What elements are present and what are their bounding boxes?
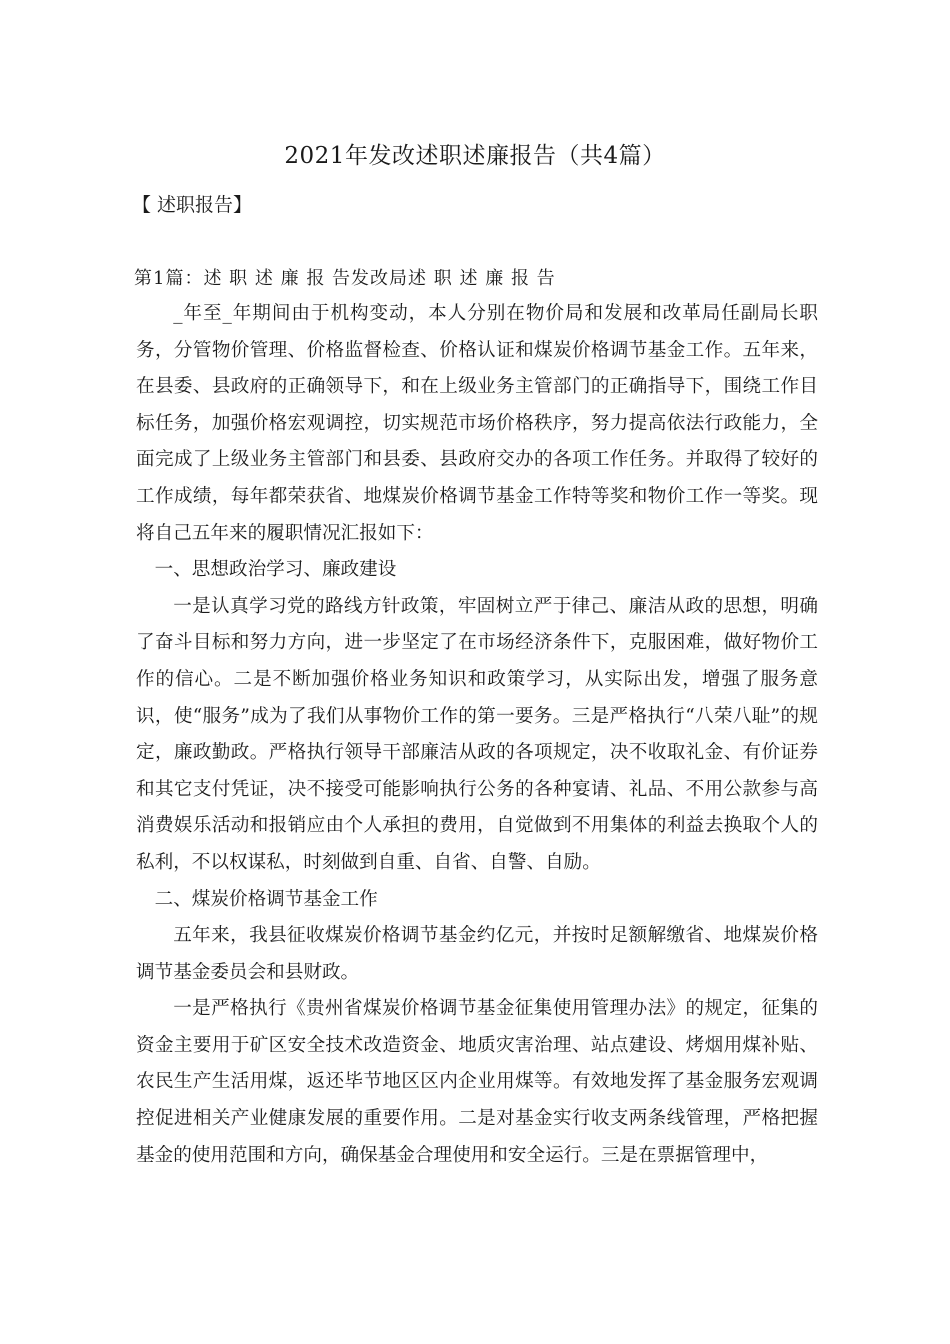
section-subheading: 一、思想政治学习、廉政建设 (154, 559, 397, 581)
body-paragraph: 五年来，我县征收煤炭价格调节基金约亿元，并按时足额解缴省、地煤炭价格调节基金委员会和县财政。 (136, 925, 818, 983)
body-paragraph: _年至_年期间由于机构变动，本人分别在物价局和发展和改革局任副局长职务，分管物价管理、价格监督检查、价格认证和煤炭价格调节基金工作。五年来，在县委、县政府的正确领导下，和在上级业务主管部门的正确指导下，围绕工作目标任务，加强价格宏观调控，切实规范市场价格秩序，努力提高依法行政能力，全面完成了上级业务主管部门和县委、县政府交办的各项工作任务。并取得了较好的工作成绩，每年都荣获省、地煤炭价格调节基金工作特等奖和物价工作一等奖。现将自己五年来的履职情况汇报如下： (136, 303, 818, 544)
body-paragraph: 一是严格执行《贵州省煤炭价格调节基金征集使用管理办法》的规定，征集的资金主要用于矿区安全技术改造资金、地质灾害治理、站点建设、烤烟用煤补贴、农民生产生活用煤，返还毕节地区区内企业用煤等。有效地发挥了基金服务宏观调控促进相关产业健康发展的重要作用。二是对基金实行收支两条线管理，严格把握基金的使用范围和方向，确保基金合理使用和安全运行。三是在票据管理中， (136, 998, 818, 1166)
section-subheading: 二、煤炭价格调节基金工作 (154, 888, 378, 910)
body-paragraph: 一是认真学习党的路线方针政策，牢固树立严于律己、廉洁从政的思想，明确了奋斗目标和努力方向，进一步坚定了在市场经济条件下，克服困难，做好物价工作的信心。二是不断加强价格业务知识和政策学习，从实际出发，增强了服务意识，使“服务”成为了我们从事物价工作的第一要务。三是严格执行“八荣八耻”的规定，廉政勤政。严格执行领导干部廉洁从政的各项规定，决不收取礼金、有价证券和其它支付凭证，决不接受可能影响执行公务的各种宴请、礼品、不用公款参与高消费娱乐活动和报销应由个人承担的费用，自觉做到不用集体的利益去换取个人的私利，不以权谋私，时刻做到自重、自省、自警、自励。 (136, 595, 818, 873)
section-label: 【 述职报告】 (132, 194, 253, 216)
document-title: 2021年发改述职述廉报告（共4篇） (284, 143, 666, 169)
chapter-heading: 第1篇：述 职 述 廉 报 告发改局述 职 述 廉 报 告 (134, 268, 556, 289)
document-body (136, 296, 818, 1174)
